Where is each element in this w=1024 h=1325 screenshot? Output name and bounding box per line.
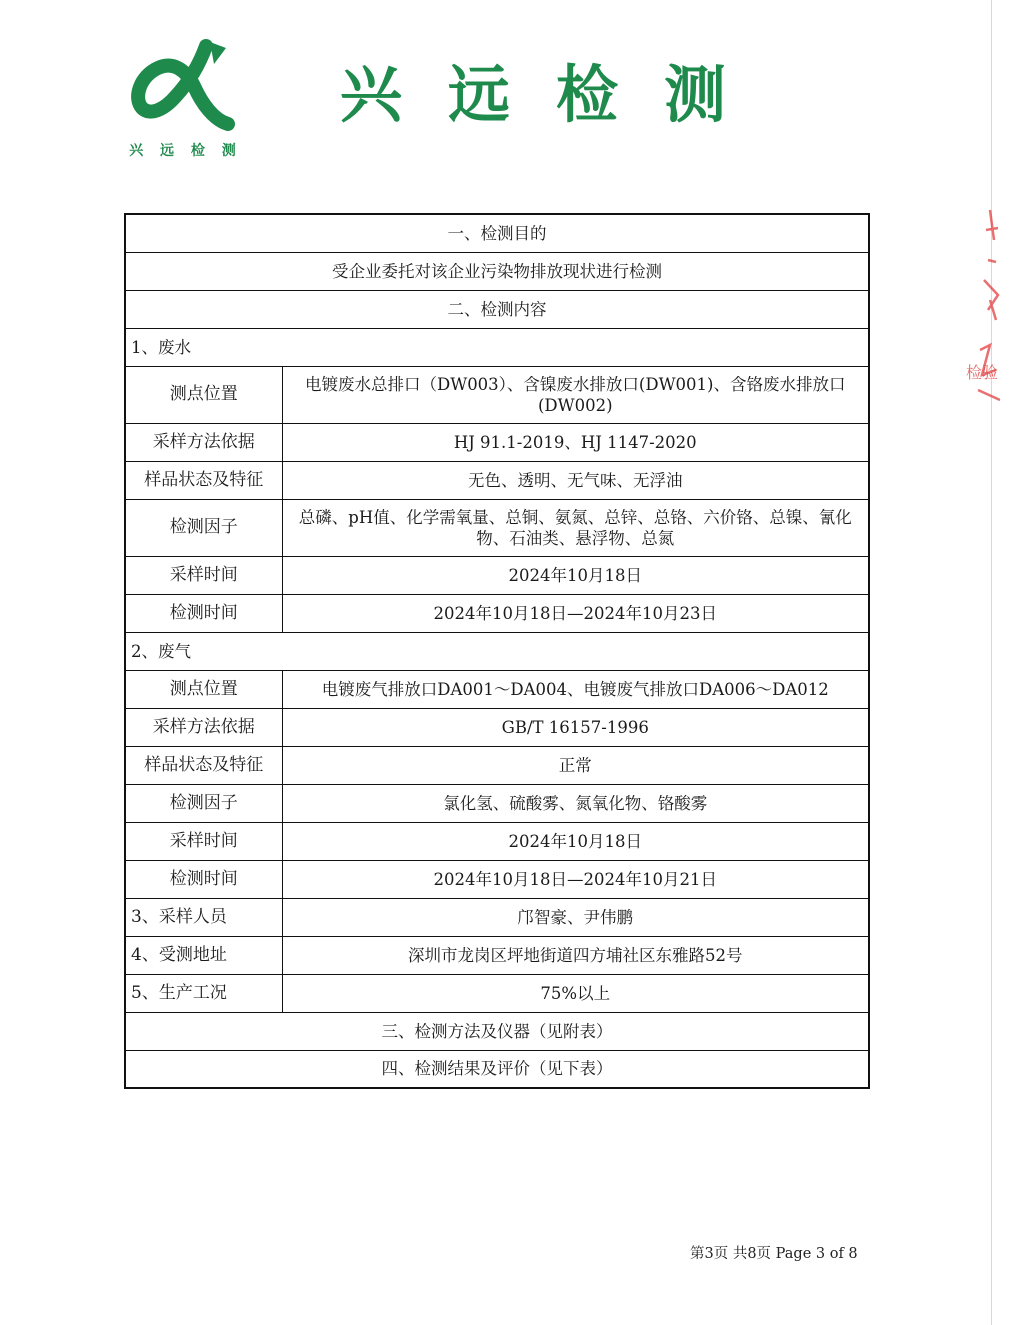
report-table xyxy=(124,213,870,1089)
table-row-field: 测点位置 xyxy=(125,670,282,708)
table-row-value: 总磷、pH值、化学需氧量、总铜、氨氮、总锌、总铬、六价铬、总镍、氰化物、石油类、悬浮物、总氮 xyxy=(282,499,869,556)
table-row-value: 无色、透明、无气味、无浮油 xyxy=(282,461,869,499)
methods-heading: 三、检测方法及仪器（见附表） xyxy=(125,1012,869,1050)
table-row-field: 检测因子 xyxy=(125,499,282,556)
table-row-value: 2024年10月18日—2024年10月23日 xyxy=(282,594,869,632)
results-heading: 四、检测结果及评价（见下表） xyxy=(125,1050,869,1088)
table-row-value: 电镀废水总排口（DW003）、含镍废水排放口(DW001)、含铬废水排放口(DW002) xyxy=(282,366,869,423)
content-heading: 二、检测内容 xyxy=(125,290,869,328)
seal-stamp-fragment xyxy=(960,200,1000,410)
wastewater-label: 1、废水 xyxy=(125,328,869,366)
table-row-field: 采样方法依据 xyxy=(125,423,282,461)
table-row-value: 2024年10月18日—2024年10月21日 xyxy=(282,860,869,898)
samplers-value: 邝智豪、尹伟鹏 xyxy=(282,898,869,936)
table-row-value: 2024年10月18日 xyxy=(282,822,869,860)
purpose-text: 受企业委托对该企业污染物排放现状进行检测 xyxy=(125,252,869,290)
production-value: 75%以上 xyxy=(282,974,869,1012)
table-row-value: 氯化氢、硫酸雾、氮氧化物、铬酸雾 xyxy=(282,784,869,822)
svg-text:检验: 检验 xyxy=(966,363,999,382)
table-row-value: GB/T 16157-1996 xyxy=(282,708,869,746)
address-label: 4、受测地址 xyxy=(125,936,282,974)
samplers-label: 3、采样人员 xyxy=(125,898,282,936)
table-row-value: 电镀废气排放口DA001～DA004、电镀废气排放口DA006～DA012 xyxy=(282,670,869,708)
table-row-value: HJ 91.1-2019、HJ 1147-2020 xyxy=(282,423,869,461)
table-row-field: 检测因子 xyxy=(125,784,282,822)
page-number: 第3页 共8页 Page 3 of 8 xyxy=(690,1246,858,1262)
table-row-value: 正常 xyxy=(282,746,869,784)
table-row-field: 采样时间 xyxy=(125,556,282,594)
table-row-value: 2024年10月18日 xyxy=(282,556,869,594)
table-row-field: 测点位置 xyxy=(125,366,282,423)
logo-caption: 兴 远 检 测 xyxy=(129,143,242,159)
waste-gas-label: 2、废气 xyxy=(125,632,869,670)
company-logo xyxy=(128,38,243,163)
table-row-field: 采样方法依据 xyxy=(125,708,282,746)
table-row-field: 检测时间 xyxy=(125,860,282,898)
table-row-field: 检测时间 xyxy=(125,594,282,632)
page-edge xyxy=(991,0,992,1325)
header-title: 兴远检测 xyxy=(340,58,773,131)
table-row-field: 采样时间 xyxy=(125,822,282,860)
table-row-field: 样品状态及特征 xyxy=(125,461,282,499)
address-value: 深圳市龙岗区坪地街道四方埔社区东雅路52号 xyxy=(282,936,869,974)
purpose-heading: 一、检测目的 xyxy=(125,214,869,252)
logo-mark-icon xyxy=(128,38,243,138)
production-label: 5、生产工况 xyxy=(125,974,282,1012)
table-row-field: 样品状态及特征 xyxy=(125,746,282,784)
